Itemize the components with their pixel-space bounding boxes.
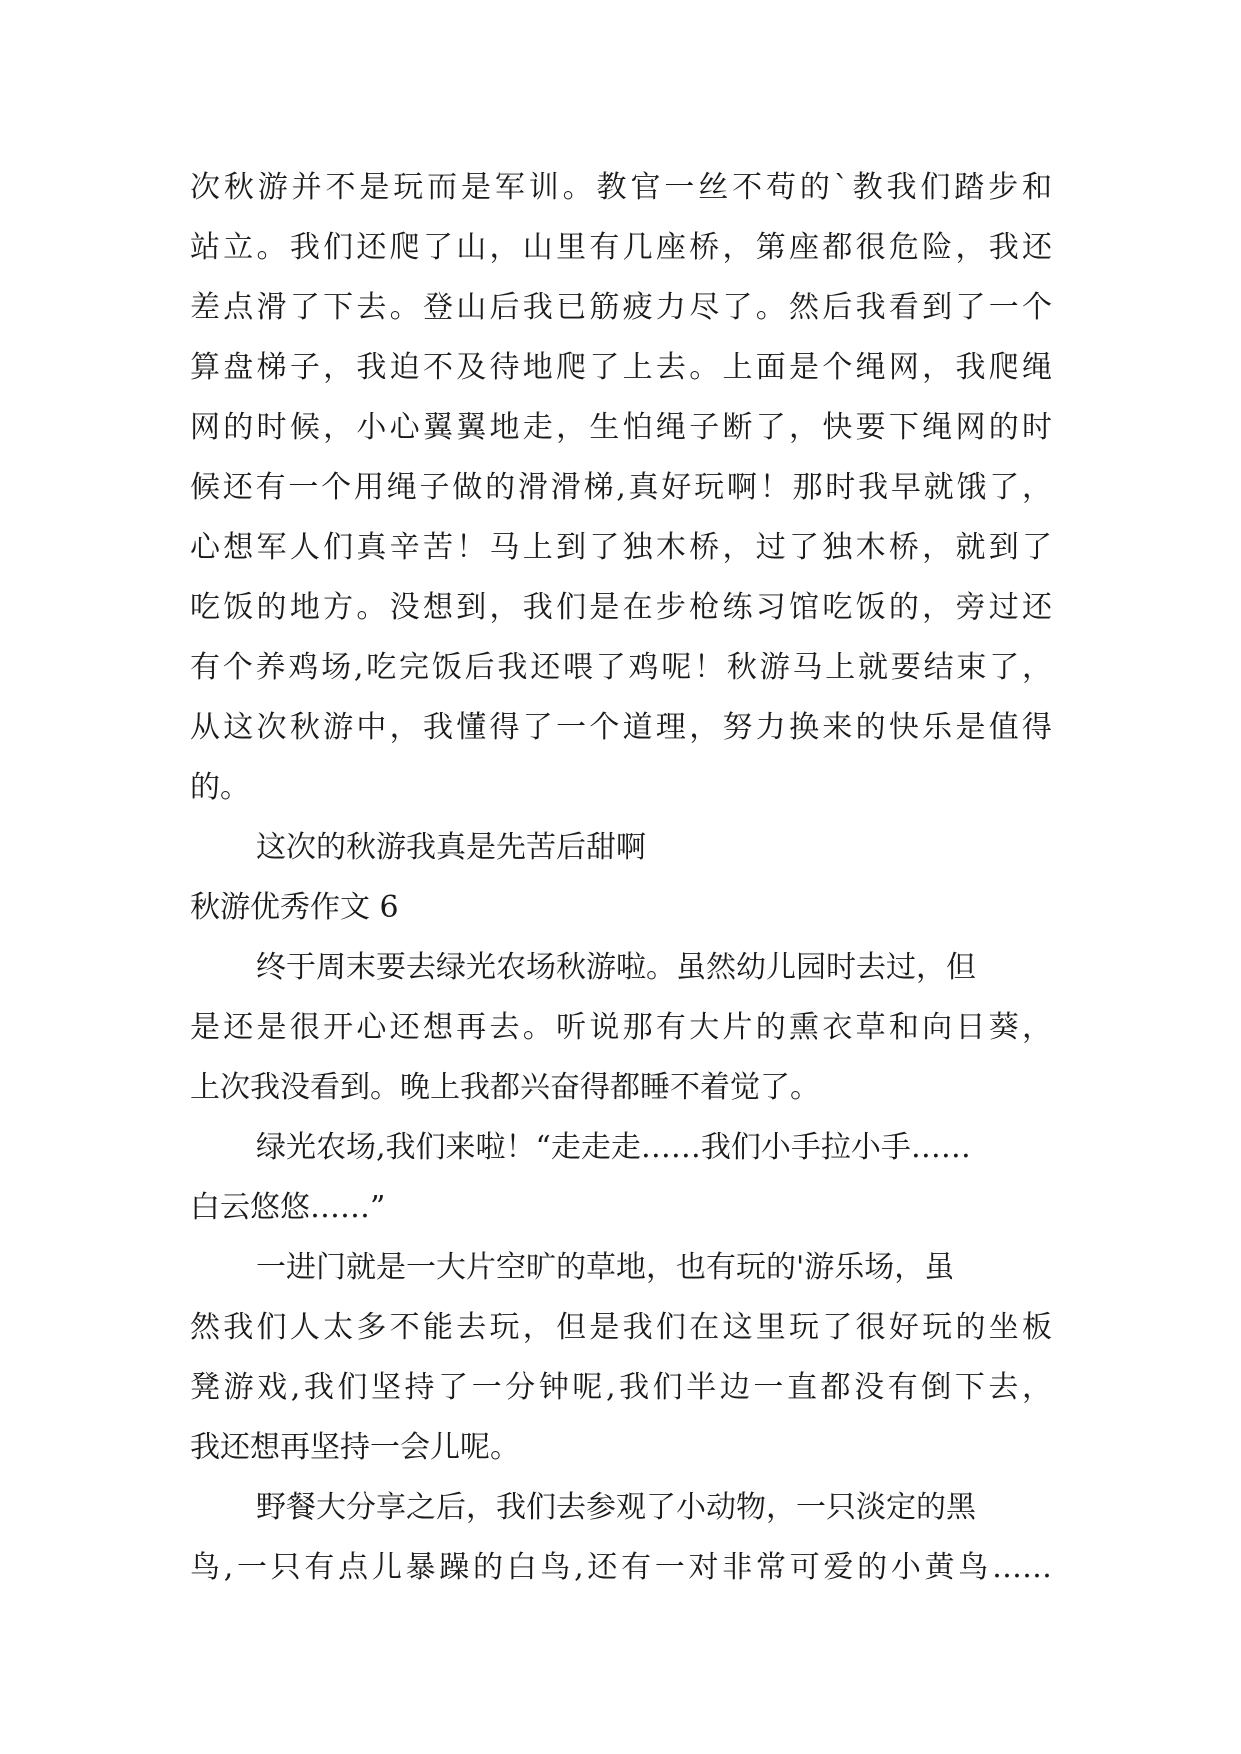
text-line: 有个养鸡场,吃完饭后我还喂了鸡呢！秋游马上就要结束了， — [190, 650, 1052, 685]
text-line: 凳游戏,我们坚持了一分钟呢,我们半边一直都没有倒下去， — [190, 1370, 1052, 1405]
text-line: 网的时候，小心翼翼地走，生怕绳子断了，快要下绳网的时 — [190, 410, 1052, 445]
text-line: 心想军人们真辛苦！马上到了独木桥，过了独木桥，就到了 — [190, 530, 1052, 565]
text-line: 鸟,一只有点儿暴躁的白鸟,还有一对非常可爱的小黄鸟…… — [190, 1550, 1052, 1585]
text-line: 我还想再坚持一会儿呢。 — [190, 1430, 520, 1465]
text-line: 候还有一个用绳子做的滑滑梯,真好玩啊！那时我早就饿了， — [190, 470, 1052, 505]
text-line: 差点滑了下去。登山后我已筋疲力尽了。然后我看到了一个 — [190, 290, 1052, 325]
paragraph-start-line: 绿光农场,我们来啦！“走走走……我们小手拉小手…… — [256, 1130, 971, 1165]
text-line: 次秋游并不是玩而是军训。教官一丝不苟的`教我们踏步和 — [190, 170, 1052, 205]
text-line: 白云悠悠……” — [190, 1190, 386, 1225]
paragraph-start-line: 终于周末要去绿光农场秋游啦。虽然幼儿园时去过，但 — [256, 950, 976, 985]
text-line: 的。 — [190, 770, 250, 805]
text-line: 上次我没看到。晚上我都兴奋得都睡不着觉了。 — [190, 1070, 820, 1105]
text-line: 从这次秋游中，我懂得了一个道理，努力换来的快乐是值得 — [190, 710, 1052, 745]
section-title: 秋游优秀作文 6 — [190, 890, 399, 925]
text-line: 然我们人太多不能去玩，但是我们在这里玩了很好玩的坐板 — [190, 1310, 1052, 1345]
document-page — [190, 158, 1052, 1598]
text-line: 站立。我们还爬了山，山里有几座桥，第座都很危险，我还 — [190, 230, 1052, 265]
text-line: 吃饭的地方。没想到，我们是在步枪练习馆吃饭的，旁过还 — [190, 590, 1052, 625]
text-line: 是还是很开心还想再去。听说那有大片的熏衣草和向日葵， — [190, 1010, 1052, 1045]
paragraph-start-line: 这次的秋游我真是先苦后甜啊 — [256, 830, 646, 865]
paragraph-start-line: 野餐大分享之后，我们去参观了小动物，一只淡定的黑 — [256, 1490, 976, 1525]
paragraph-start-line: 一进门就是一大片空旷的草地，也有玩的'游乐场，虽 — [256, 1250, 955, 1285]
text-line: 算盘梯子，我迫不及待地爬了上去。上面是个绳网，我爬绳 — [190, 350, 1052, 385]
